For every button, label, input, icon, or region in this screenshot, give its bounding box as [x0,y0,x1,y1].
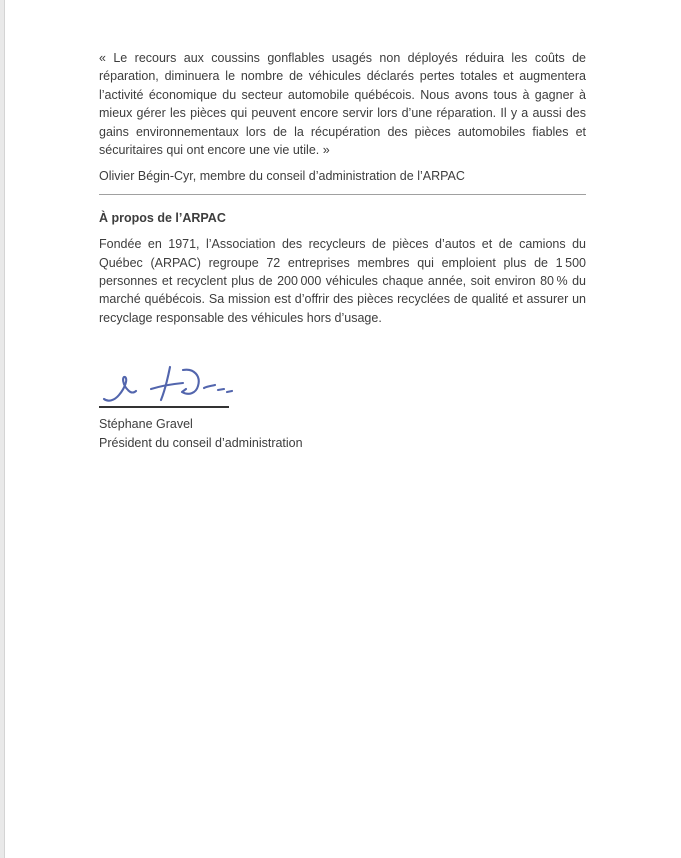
signature-ink [98,364,238,406]
section-divider [99,194,586,195]
quote-paragraph: « Le recours aux coussins gonflables usagés non déployés réduira les coûts de réparation, diminuera le nombre de véhicules déclarés pertes totales et augmentera l’activité économique du secteur automobile québécois. Nous avons tous à gagner à mieux gérer les pièces qui peuvent encore servir lors d’une réparation. Il y a aussi des gains environnementaux lors de la récupération des pièces automobiles fiables et sécuritaires qui ont encore une vie utile. » [99,51,586,158]
signatory-title: Président du conseil d’administration [99,435,303,450]
signature-block [99,364,303,452]
page-content [99,49,586,452]
signatory-name: Stéphane Gravel [99,417,193,432]
about-paragraph: Fondée en 1971, l’Association des recycleurs de pièces d’autos et de camions du Québec (ARPAC) regroupe 72 entreprises membres qui emploient plus de 1 500 personnes et recyclent plus de 200 000 véhicules chaque année, soit environ 80 % du marché québécois. Sa mission est d’offrir des pièces recyclées de qualité et assurer un recyclage responsable des véhicules hors d’usage. [99,237,586,325]
page-edge [0,0,5,858]
about-heading: À propos de l’ARPAC [99,210,226,225]
signature-line [99,406,229,408]
quote-attribution: Olivier Bégin-Cyr, membre du conseil d’administration de l’ARPAC [99,169,465,184]
